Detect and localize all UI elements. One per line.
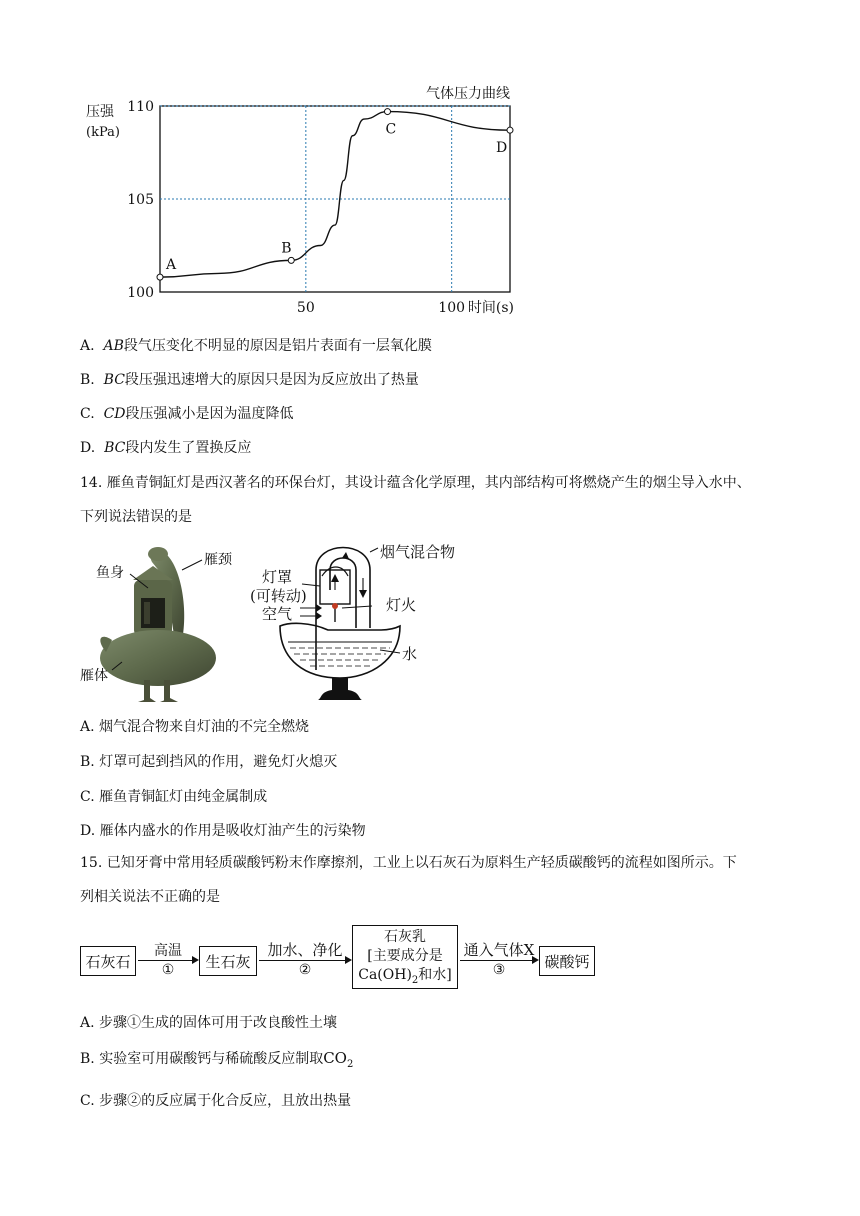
q15-stem: 15. 已知牙膏中常用轻质碳酸钙粉末作摩擦剂，工业上以石灰石为原料生产轻质碳酸钙的流程如图所示。下 列相关说法不正确的是 [80, 855, 737, 905]
point-D [507, 127, 513, 133]
diagram-label-shade-note: (可转动) [250, 587, 307, 605]
flow-box3-line3: $Ca(OH)_2$和水] [358, 967, 452, 986]
flow-arrow2-top: 加水、净化 [267, 941, 343, 959]
diagram-label-water: 水 [402, 645, 418, 663]
pressure-curve [160, 112, 510, 278]
flow-arrow3-bottom: ③ [492, 962, 506, 978]
q15-option-a[interactable]: A. 步骤①生成的固体可用于改良酸性土壤 [80, 1015, 338, 1031]
diagram-label-shade: 灯罩 [262, 568, 293, 586]
q15-option-b[interactable]: B. 实验室可用碳酸钙与稀硫酸反应制取$CO_2$ [80, 1049, 354, 1070]
q15-option-c[interactable]: C. 步骤②的反应属于化合反应，且放出热量 [80, 1093, 352, 1109]
q13-option-d[interactable]: D. BC段内发生了置换反应 [80, 440, 252, 456]
flow-arrow-3 [460, 960, 536, 961]
pressure-chart [80, 80, 540, 320]
flow-arrow3-top: 通入气体X [463, 941, 535, 959]
diagram-label-fire: 灯火 [386, 596, 417, 614]
q14-stem: 14. 雁鱼青铜缸灯是西汉著名的环保台灯，其设计蕴含化学原理，其内部结构可将燃烧产生的烟尘导入水中、 下列说法错误的是 [80, 475, 751, 525]
flow-box-calcium-carbonate: 碳酸钙 [539, 946, 595, 976]
flow-box3-line1: 石灰乳 [384, 929, 426, 945]
flow-box-limestone: 石灰石 [80, 946, 136, 976]
point-label-C: C [385, 121, 397, 138]
flow-box-limewater [352, 925, 458, 989]
point-label-B: B [281, 240, 292, 257]
point-label-A: A [166, 257, 177, 274]
x-tick-label-100: 100 [438, 300, 466, 316]
q14-option-c[interactable]: C. 雁鱼青铜缸灯由纯金属制成 [80, 789, 268, 805]
photo-label-neck: 雁颈 [204, 552, 232, 568]
y-tick-label-105: 105 [127, 192, 154, 208]
y-axis-unit: (kPa) [86, 125, 120, 140]
q13-option-b[interactable]: B. BC段压强迅速增大的原因只是因为反应放出了热量 [80, 372, 419, 388]
flow-box3-line2: [主要成分是 [367, 948, 443, 964]
flow-box-quicklime: 生石灰 [199, 946, 257, 976]
q14-option-d[interactable]: D. 雁体内盛水的作用是吸收灯油产生的污染物 [80, 823, 366, 839]
point-label-D: D [496, 140, 508, 157]
x-axis-label: 时间(s) [467, 300, 514, 316]
chart-title: 气体压力曲线 [426, 86, 510, 102]
y-tick-label-100: 100 [127, 285, 154, 301]
point-C [385, 109, 391, 115]
photo-label-goose: 雁体 [80, 668, 108, 684]
y-axis-label: 压强 [86, 104, 114, 120]
q14-option-a[interactable]: A. 烟气混合物来自灯油的不完全燃烧 [80, 719, 310, 735]
photo-label-body: 鱼身 [96, 565, 124, 581]
diagram-label-air: 空气 [262, 605, 293, 623]
flow-arrow-2 [259, 960, 349, 961]
flow-arrow-1 [138, 960, 196, 961]
q14-option-b[interactable]: B. 灯罩可起到挡风的作用，避免灯火熄灭 [80, 754, 338, 770]
point-A [157, 274, 163, 280]
point-B [288, 257, 294, 263]
flow-arrow1-top: 高温 [154, 943, 182, 959]
x-tick-label-50: 50 [296, 300, 315, 316]
diagram-label-smoke: 烟气混合物 [380, 543, 456, 561]
y-tick-label-110: 110 [127, 99, 154, 115]
q13-option-c[interactable]: C. CD段压强减小是因为温度降低 [80, 406, 294, 422]
flow-arrow2-bottom: ② [298, 962, 312, 978]
q13-option-a[interactable]: A. AB段气压变化不明显的原因是铝片表面有一层氧化膜 [80, 338, 432, 354]
flow-arrow1-bottom: ① [161, 962, 175, 978]
